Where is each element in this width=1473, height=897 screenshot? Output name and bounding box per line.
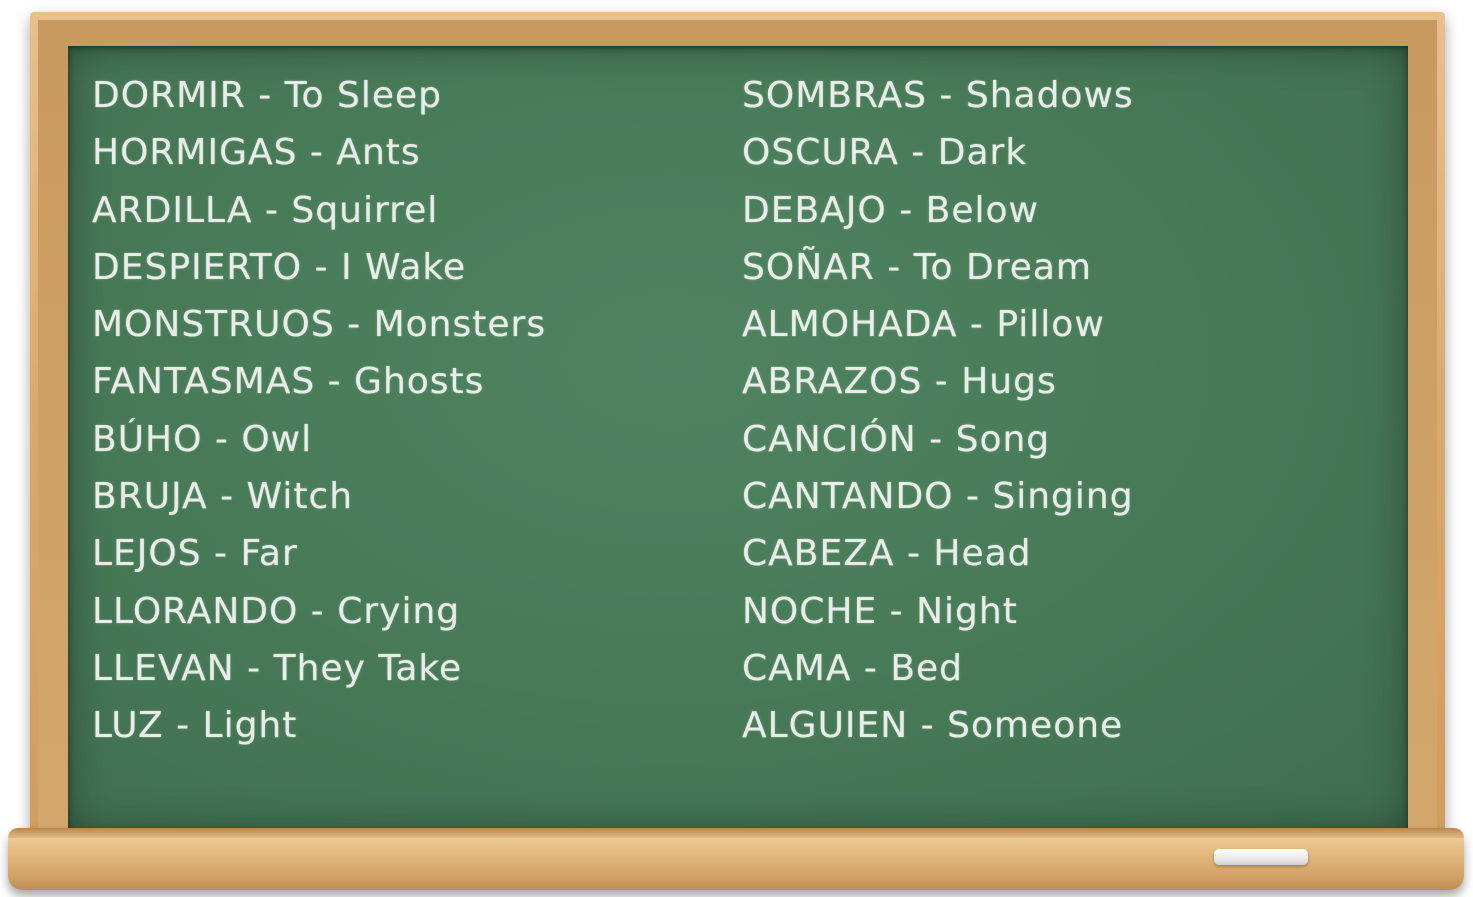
vocab-item: CANTANDO - Singing xyxy=(742,476,1134,518)
vocab-item: ABRAZOS - Hugs xyxy=(742,361,1057,403)
chalk-tray-lip xyxy=(8,828,1464,838)
vocab-item: FANTASMAS - Ghosts xyxy=(92,361,485,403)
chalk-stick[interactable] xyxy=(1214,849,1308,865)
vocab-item: LUZ - Light xyxy=(92,705,298,747)
vocab-item: ALMOHADA - Pillow xyxy=(742,304,1105,346)
vocab-item: OSCURA - Dark xyxy=(742,132,1028,174)
vocab-item: CABEZA - Head xyxy=(742,533,1032,575)
vocab-item: MONSTRUOS - Monsters xyxy=(92,304,547,346)
vocab-item: DESPIERTO - I Wake xyxy=(92,246,467,288)
vocab-list-right xyxy=(742,72,1134,760)
vocab-item: BÚHO - Owl xyxy=(92,418,313,460)
vocab-item: LLORANDO - Crying xyxy=(92,590,461,632)
vocab-item: BRUJA - Witch xyxy=(92,476,354,518)
vocab-item: LEJOS - Far xyxy=(92,533,298,575)
vocab-item: CAMA - Bed xyxy=(742,647,964,689)
vocab-item: CANCIÓN - Song xyxy=(742,418,1051,460)
vocab-item: LLEVAN - They Take xyxy=(92,647,463,689)
vocab-item: SOÑAR - To Dream xyxy=(742,246,1092,288)
vocab-item: HORMIGAS - Ants xyxy=(92,132,421,174)
vocab-item: SOMBRAS - Shadows xyxy=(742,75,1134,116)
vocab-item: DEBAJO - Below xyxy=(742,189,1039,231)
vocab-item: NOCHE - Night xyxy=(742,590,1018,632)
vocab-list-left xyxy=(92,72,546,760)
vocab-item: ALGUIEN - Someone xyxy=(742,705,1124,747)
vocab-item: ARDILLA - Squirrel xyxy=(92,189,439,231)
vocab-item: DORMIR - To Sleep xyxy=(92,75,442,116)
